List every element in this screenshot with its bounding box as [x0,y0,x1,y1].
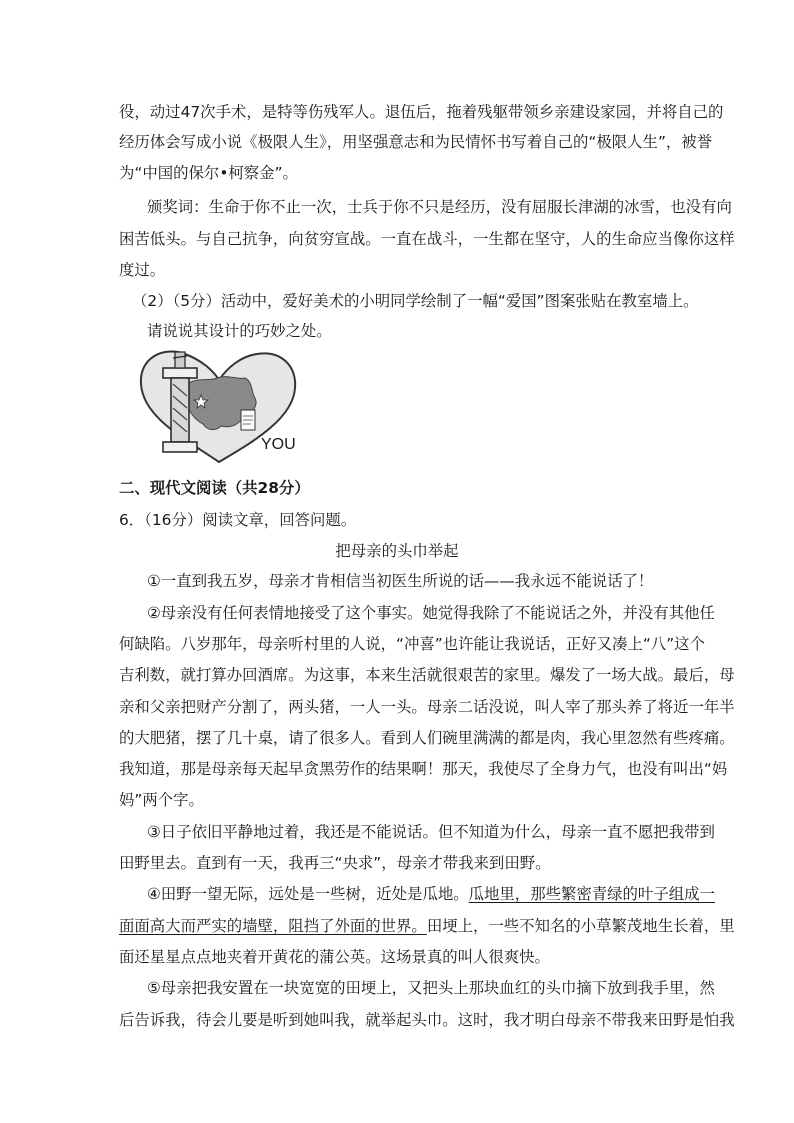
figure-word-you: YOU [261,436,296,453]
pillar-letter-i-top [163,368,197,378]
paragraph-5-line-1: ⑤母亲把我安置在一块宽宽的田埂上，又把头上那块血红的头巾摘下放到我手里，然 [147,979,715,997]
paragraph-5-line-2: 后告诉我，待会儿要是听到她叫我，就举起头巾。这时，我才明白母亲不带我来田野是怕我 [119,1011,735,1029]
paragraph-4-underlined-sentence-start: 瓜地里，那些繁密青绿的叶子组成一 [468,885,715,903]
article-title: 把母亲的头巾举起 [335,542,459,560]
paragraph-2-line-7: 妈”两个字。 [119,791,204,809]
award-line-3: 度过。 [119,261,166,279]
question-2-line-2: 请说说其设计的巧妙之处。 [147,322,332,340]
question-6-prompt: 6．（16分）阅读文章，回答问题。 [119,511,357,529]
paragraph-3-line-1: ③日子依旧平静地过着，我还是不能说话。但不知道为什么，母亲一直不愿把我带到 [147,823,715,841]
paragraph-4-line-1-plain: ④田野一望无际，远处是一些树，近处是瓜地。 [147,885,469,903]
paragraph-1: ①一直到我五岁，母亲才肯相信当初医生所说的话——我永远不能说话了！ [147,572,654,590]
award-line-1: 颁奖词：生命于你不止一次，士兵于你不只是经历，没有屈服长津湖的冰雪，也没有向 [147,198,732,216]
paragraph-4-line-2-plain: 田埂上，一些不知名的小草繁茂地生长着，里 [426,917,735,935]
paragraph-4-line-2 [119,916,735,936]
paragraph-2-line-5: 的大肥猪，摆了几十桌，请了很多人。看到人们碗里满满的都是肉，我心里忽然有些疼痛。 [119,729,735,747]
patriotic-design-figure [133,348,309,470]
paragraph-2-line-6: 我知道，那是母亲每天起早贪黑劳作的结果啊！那天，我使尽了全身力气，也没有叫出“妈 [119,760,728,778]
question-2-line-1: （2）（5分）活动中，爱好美术的小明同学绘制了一幅“爱国”图案张贴在教室墙上。 [132,292,699,310]
section-2-heading: 二、现代文阅读（共28分） [119,479,310,497]
paragraph-4-line-3: 面还星星点点地夹着开黄花的蒲公英。这场景真的叫人很爽快。 [119,948,550,966]
pillar-ornament [175,352,185,368]
paragraph-4-line-1 [147,884,715,904]
paragraph-2-line-3: 吉利数，就打算办回酒席。为这事，本来生活就很艰苦的家里。爆发了一场大战。最后，母 [119,666,735,684]
award-line-2: 困苦低头。与自己抗争，向贫穷宣战。一直在战斗，一生都在坚守，人的生命应当像你这样 [119,230,735,248]
i-love-china-illustration [133,348,309,470]
pillar-letter-i-bottom [163,442,197,452]
paragraph-3-line-2: 田野里去。直到有一天，我再三“央求”，母亲才带我来到田野。 [119,854,551,872]
paragraph-4-underlined-sentence-end: 面面高大而严实的墙壁，阻挡了外面的世界。 [119,917,427,935]
paragraph-2-line-1: ②母亲没有任何表情地接受了这个事实。她觉得我除了不能说话之外，并没有其他任 [147,604,715,622]
bio-line-1: 役，动过47次手术，是特等伤残军人。退伍后，拖着残躯带领乡亲建设家园，并将自己的 [119,103,724,121]
pillar-letter-i-stem [171,378,189,442]
figure-letter-i: I [141,362,142,363]
paragraph-2-line-4: 亲和父亲把财产分割了，两头猪，一人一头。母亲二话没说，叫人宰了那头养了将近一年半 [119,698,735,716]
paragraph-2-line-2: 何缺陷。八岁那年，母亲听村里的人说，“冲喜”也许能让我说话，正好又凑上“八”这个 [119,635,705,653]
bio-line-3: 为“中国的保尔•柯察金”。 [119,164,298,182]
bio-line-2: 经历体会写成小说《极限人生》，用坚强意志和为民情怀书写着自己的“极限人生”，被誉 [119,133,713,151]
